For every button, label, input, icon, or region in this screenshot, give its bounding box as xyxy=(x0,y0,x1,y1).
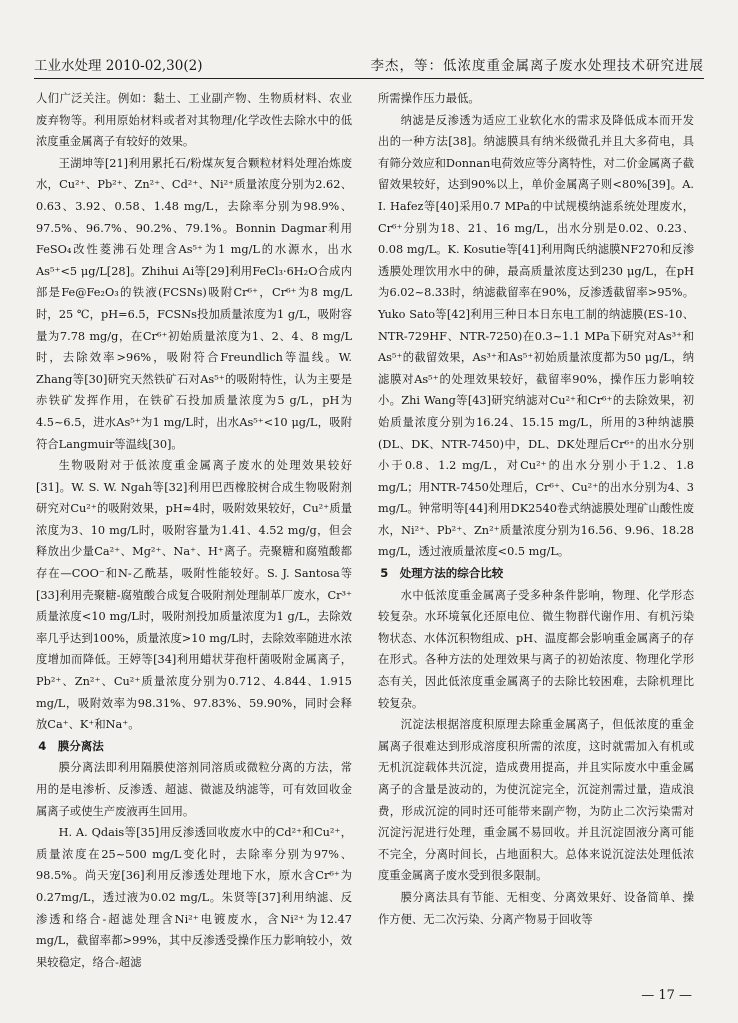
section-heading: 4 膜分离法 xyxy=(38,738,104,753)
paragraph: 人们广泛关注。例如：黏土、工业副产物、生物质材料、农业废弃物等。利用原始材料或者对其物理/化学改性去除水中的低浓度重金属离子有较好的效果。 xyxy=(36,92,352,149)
paragraph: 生物吸附对于低浓度重金属离子废水的处理效果较好[31]。W. S. W. Ngah等[32]利用巴西橡胶树合成生物吸附剂研究对Cu²⁺的吸附效果，pH≈4时，吸附效果较好，Cu²⁺质量浓度为3、10 mg/L时，吸附容量为1.41、4.52 mg/g，但会释放出少量Ca²⁺、Mg²⁺、Na⁺、H⁺离子。壳聚糖和腐殖酸都存在—COO⁻和N-乙酰基，吸附性能较好。S. J. Santosa等[33]利用壳聚糖-腐殖酸合成复合吸附剂处理制革厂废水，Cr³⁺质量浓度<10 mg/L时，吸附剂投加质量浓度为1 g/L，去除效率几乎达到100%，质量浓度>10 mg/L时，去除效率随进水浓度增加而降低。王婷等[34]利用蜡状芽孢杆菌吸附金属离子，Pb²⁺、Zn²⁺、Cu²⁺质量浓度分别为0.712、4.844、1.915 mg/L，吸附效率为98.31%、97.83%、59.90%，同时会释放Ca⁺、K⁺和Na⁺。 xyxy=(36,459,352,732)
paragraph: 膜分离法即利用隔膜使溶剂同溶质或微粒分离的方法，常用的是电渗析、反渗透、超滤、微滤及纳滤等，可有效回收金属离子或使生产废液再生回用。 xyxy=(36,761,352,818)
paragraph: 水中低浓度重金属离子受多种条件影响，物理、化学形态较复杂。水环境氧化还原电位、微生物群代谢作用、有机污染物状态、水体沉积物组成、pH、温度都会影响重金属离子的存在形式。各种方法的处理效果与离子的初始浓度、物理化学形态有关，因此低浓度重金属离子的去除比较困难，去除机理比较复杂。 xyxy=(378,588,694,710)
left-column xyxy=(36,88,352,973)
journal-info: 工业水处理 2010-02,30(2) xyxy=(34,58,203,74)
paragraph: 王湖坤等[21]利用累托石/粉煤灰复合颗粒材料处理冶炼废水，Cu²⁺、Pb²⁺、Zn²⁺、Cd²⁺、Ni²⁺质量浓度分别为2.62、0.63、3.92、0.58、1.48 mg/L，去除率分别为98.9%、97.5%、96.7%、90.2%、79.1%。Bonnin Dagmar利用FeSO₄改性菱沸石处理含As⁵⁺为1 mg/L的水源水，出水As⁵⁺<5 μg/L[28]。Zhihui Ai等[29]利用FeCl₃·6H₂O合成内部是Fe@Fe₂O₃的铁液(FCSNs)吸附Cr⁶⁺，Cr⁶⁺为8 mg/L时，25 ℃，pH=6.5，FCSNs投加质量浓度为1 g/L，吸附容量为7.78 mg/g，在Cr⁶⁺初始质量浓度为1、2、4、8 mg/L时，去除效率>96%，吸附符合Freundlich等温线。W. Zhang等[30]研究天然铁矿石对As⁵⁺的吸附特性，认为主要是赤铁矿发挥作用，在铁矿石投加质量浓度为5 g/L，pH为4.5~6.5，进水As⁵⁺为1 mg/L时，出水As⁵⁺<10 μg/L，吸附符合Langmuir等温线[30]。 xyxy=(36,156,352,451)
paragraph: 膜分离法具有节能、无相变、分离效果好、设备简单、操作方便、无二次污染、分离产物易于回收等 xyxy=(378,890,694,926)
article-title: 李杰，等：低浓度重金属离子废水处理技术研究进展 xyxy=(370,58,704,74)
right-column xyxy=(378,88,694,930)
paragraph: 纳滤是反渗透为适应工业软化水的需求及降低成本而开发出的一种方法[38]。纳滤膜具有纳米级微孔并且大多荷电，具有筛分效应和Donnan电荷效应等分离特性，对二价金属离子截留效果较好，达到90%以上，单价金属离子则<80%[39]。A. I. Hafez等[40]采用0.7 MPa的中试规模纳滤系统处理废水，Cr⁶⁺分别为18、21、16 mg/L，出水分别是0.02、0.23、0.08 mg/L。K. Kosutie等[41]利用陶氏纳滤膜NF270和反渗透膜处理饮用水中的砷，最高质量浓度达到230 μg/L，在pH为6.02~8.33时，纳滤截留率在90%，反渗透截留率>95%。Yuko Sato等[42]利用三种日本日东电工制的纳滤膜(ES-10、NTR-729HF、NTR-7250)在0.3~1.1 MPa下研究对As³⁺和As⁵⁺的截留效果，As³⁺和As⁵⁺初始质量浓度都为50 μg/L，纳滤膜对As⁵⁺的处理效果较好，截留率90%，操作压力影响较小。Zhi Wang等[43]研究纳滤对Cu²⁺和Cr⁶⁺的去除效果，初始质量浓度分别为16.24、15.15 mg/L，所用的3种纳滤膜(DL、DK、NTR-7450)中，DL、DK处理后Cr⁶⁺的出水分别小于0.8、1.2 mg/L，对Cu²⁺的出水分别小于1.2、1.8 mg/L；用NTR-7450处理后，Cr⁶⁺、Cu²⁺的出水分别为4、3 mg/L。钟常明等[44]利用DK2540卷式纳滤膜处理矿山酸性废水，Ni²⁺、Pb²⁺、Zn²⁺质量浓度分别为16.56、9.96、18.28 mg/L，透过液质量浓度<0.5 mg/L。 xyxy=(378,113,694,559)
section-heading: 5 处理方法的综合比较 xyxy=(380,566,504,581)
paragraph: H. A. Qdais等[35]用反渗透回收废水中的Cd²⁺和Cu²⁺，质量浓度在25~500 mg/L变化时，去除率分别为97%、98.5%。尚天宠[36]利用反渗透处理地下水，原水含Cr⁶⁺为0.27mg/L，透过液为0.02 mg/L。朱贤等[37]利用纳滤、反渗透和络合-超滤处理含Ni²⁺电镀废水，含Ni²⁺为12.47 mg/L，截留率都>99%，其中反渗透受操作压力影响较小，效果较稳定，络合-超滤 xyxy=(36,826,352,969)
page-number: — 17 — xyxy=(641,988,692,1003)
paragraph: 所需操作压力最低。 xyxy=(378,92,480,105)
paragraph: 沉淀法根据溶度积原理去除重金属离子，但低浓度的重金属离子很难达到形成溶度积所需的浓度，这时就需加入有机或无机沉淀载体共沉淀，造成费用提高，并且实际废水中重金属离子的含量是波动的，为使沉淀完全，沉淀剂需过量，造成浪费，形成沉淀的同时还可能带来副产物，为防止二次污染需对沉淀污泥进行处理，重金属不易回收。并且沉淀固液分离可能不完全，分离时间长，占地面积大。总体来说沉淀法处理低浓度重金属离子废水受到很多限制。 xyxy=(378,718,694,883)
running-header xyxy=(34,56,704,79)
